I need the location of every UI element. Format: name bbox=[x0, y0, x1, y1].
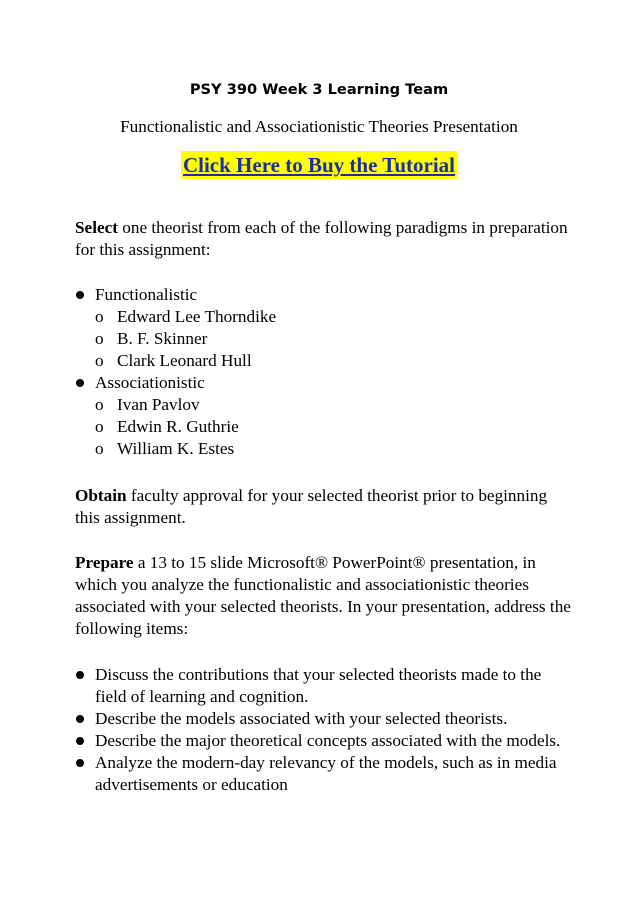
theorist-name: Edward Lee Thorndike bbox=[117, 307, 277, 326]
theorist-name: B. F. Skinner bbox=[117, 329, 208, 348]
requirements-list bbox=[75, 664, 565, 796]
requirement-text: Describe the major theoretical concepts associated with the models. bbox=[95, 731, 561, 750]
circle-bullet-icon: o bbox=[95, 417, 104, 436]
requirement-text: Discuss the contributions that your selected theorists made to the field of learning and cognition. bbox=[95, 665, 542, 706]
obtain-text: faculty approval for your selected theorist prior to beginning this assignment. bbox=[75, 486, 548, 527]
theorist-name: Clark Leonard Hull bbox=[117, 351, 252, 370]
bullet-icon bbox=[76, 759, 84, 767]
theorist-item bbox=[95, 394, 575, 416]
circle-bullet-icon: o bbox=[95, 329, 104, 348]
bullet-icon bbox=[76, 291, 84, 299]
theorist-item bbox=[95, 416, 575, 438]
bullet-icon bbox=[76, 737, 84, 745]
select-lead: Select bbox=[75, 218, 118, 237]
bullet-icon bbox=[76, 671, 84, 679]
paradigm-name: Functionalistic bbox=[95, 285, 198, 304]
circle-bullet-icon: o bbox=[95, 351, 104, 370]
cta-container bbox=[0, 151, 638, 179]
theorist-name: Edwin R. Guthrie bbox=[117, 417, 239, 436]
document-title: PSY 390 Week 3 Learning Team bbox=[189, 81, 449, 98]
prepare-text: a 13 to 15 slide Microsoft® PowerPoint® presentation, in which you analyze the functionalistic and associationistic theories associated with your selected theorists. In your presentation, address the following items: bbox=[75, 553, 571, 638]
theorist-item bbox=[95, 328, 575, 350]
requirement-text: Describe the models associated with your selected theorists. bbox=[95, 709, 508, 728]
requirement-item bbox=[75, 708, 565, 730]
circle-bullet-icon: o bbox=[95, 307, 104, 326]
bullet-icon bbox=[76, 715, 84, 723]
theorist-item bbox=[95, 438, 575, 460]
paradigm-name: Associationistic bbox=[95, 373, 205, 392]
requirement-item bbox=[75, 664, 565, 708]
circle-bullet-icon: o bbox=[95, 439, 104, 458]
buy-tutorial-link[interactable]: Click Here to Buy the Tutorial bbox=[182, 153, 456, 177]
select-text: one theorist from each of the following paradigms in preparation for this assignment: bbox=[75, 218, 568, 259]
obtain-lead: Obtain bbox=[75, 486, 127, 505]
requirement-text: Analyze the modern-day relevancy of the models, such as in media advertisements or education bbox=[95, 753, 557, 794]
paradigm-item-associationistic bbox=[75, 372, 575, 460]
theorist-item bbox=[95, 350, 575, 372]
prepare-lead: Prepare bbox=[75, 553, 134, 572]
prepare-paragraph bbox=[75, 552, 575, 640]
bullet-icon bbox=[76, 379, 84, 387]
requirement-item bbox=[75, 730, 565, 752]
theorist-name: Ivan Pavlov bbox=[117, 395, 200, 414]
theorist-name: William K. Estes bbox=[117, 439, 235, 458]
paradigm-item-functionalistic bbox=[75, 284, 575, 372]
requirement-item bbox=[75, 752, 565, 796]
circle-bullet-icon: o bbox=[95, 395, 104, 414]
document-subtitle: Functionalistic and Associationistic Theories Presentation bbox=[120, 117, 518, 136]
paradigm-list bbox=[75, 284, 575, 460]
obtain-paragraph bbox=[75, 485, 575, 529]
select-paragraph bbox=[75, 217, 575, 261]
theorist-item bbox=[95, 306, 575, 328]
